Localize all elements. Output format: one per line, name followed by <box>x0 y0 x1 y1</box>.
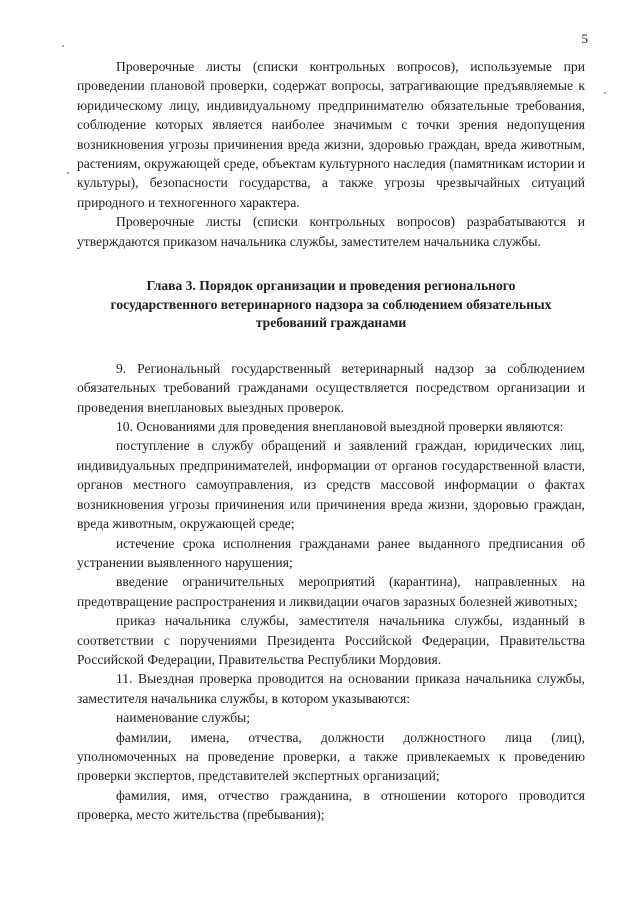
page-number: 5 <box>581 31 588 46</box>
paragraph-ground-head-order: приказ начальника службы, заместителя начальника службы, изданный в соответствии с поручениями Президента Российской Федерации, Правительства Российской Федерации, Правительства Республики Мордовия. <box>77 613 585 667</box>
scan-speck <box>604 92 606 94</box>
paragraph-ground-quarantine: введение ограничительных мероприятий (карантина), направленных на предотвращение распространения и ликвидации очагов заразных болезней животных; <box>77 574 585 609</box>
paragraph-inspectors: фамилии, имена, отчества, должности должностного лица (лиц), уполномоченных на проведение проверки, а также привлекаемых к проведению проверки экспертов, представителей экспертных организаций; <box>77 729 585 784</box>
paragraph-ground-appeals: поступление в службу обращений и заявлений граждан, юридических лиц, индивидуальных предпринимателей, информации от органов государственной власти, органов местного самоуправления, из средств массовой информации о фактах возникновения угрозы причинения или причинения вреда жизни, здоровью граждан, вреда животным, окружающей среде; <box>77 438 585 532</box>
paragraph-ground-order-expiry: истечение срока исполнения гражданами ранее выданного предписания об устранении выявленного нарушения; <box>77 535 585 570</box>
chapter-heading-line: Глава 3. Порядок организации и проведения регионального <box>146 278 516 294</box>
chapter-heading <box>77 277 585 333</box>
chapter-heading-line: государственного ветеринарного надзора за соблюдением обязательных <box>110 296 552 312</box>
paragraph-item-9: 9. Региональный государственный ветеринарный надзор за соблюдением обязательных требований гражданами осуществляется посредством организации и проведения внеплановых выездных проверок. <box>77 360 585 415</box>
scan-speck <box>67 172 69 174</box>
document-body <box>77 57 585 825</box>
scan-speck <box>62 45 64 47</box>
paragraph-service-name: наименование службы; <box>116 710 251 726</box>
paragraph-item-10: 10. Основаниями для проведения внеплановой выездной проверки являются: <box>116 419 564 435</box>
paragraph-checklists-approval: Проверочные листы (списки контрольных вопросов) разрабатываются и утверждаются приказом начальника службы, заместителем начальника службы. <box>77 214 585 249</box>
paragraph-citizen: фамилия, имя, отчество гражданина, в отношении которого проводится проверка, место жительства (пребывания); <box>77 787 585 823</box>
chapter-heading-line: требований гражданами <box>255 315 407 331</box>
paragraph-checklists-content: Проверочные листы (списки контрольных вопросов), используемые при проведении плановой проверки, содержат вопросы, затрагивающие предъявляемые к юридическому лицу, индивидуальному предпринимателю обязательные требования, соблюдение которых является наиболее значимым с точки зрения недопущения возникновения угрозы причинения вреда жизни, здоровью граждан, вреда животным, растениям, окружающей среде, объектам культурного наследия (памятникам истории и культуры), безопасности государства, а также угрозы чрезвычайных ситуаций природного и техногенного характера. <box>77 59 585 210</box>
paragraph-item-11: 11. Выездная проверка проводится на основании приказа начальника службы, заместителя начальника службы, в котором указываются: <box>77 671 585 706</box>
